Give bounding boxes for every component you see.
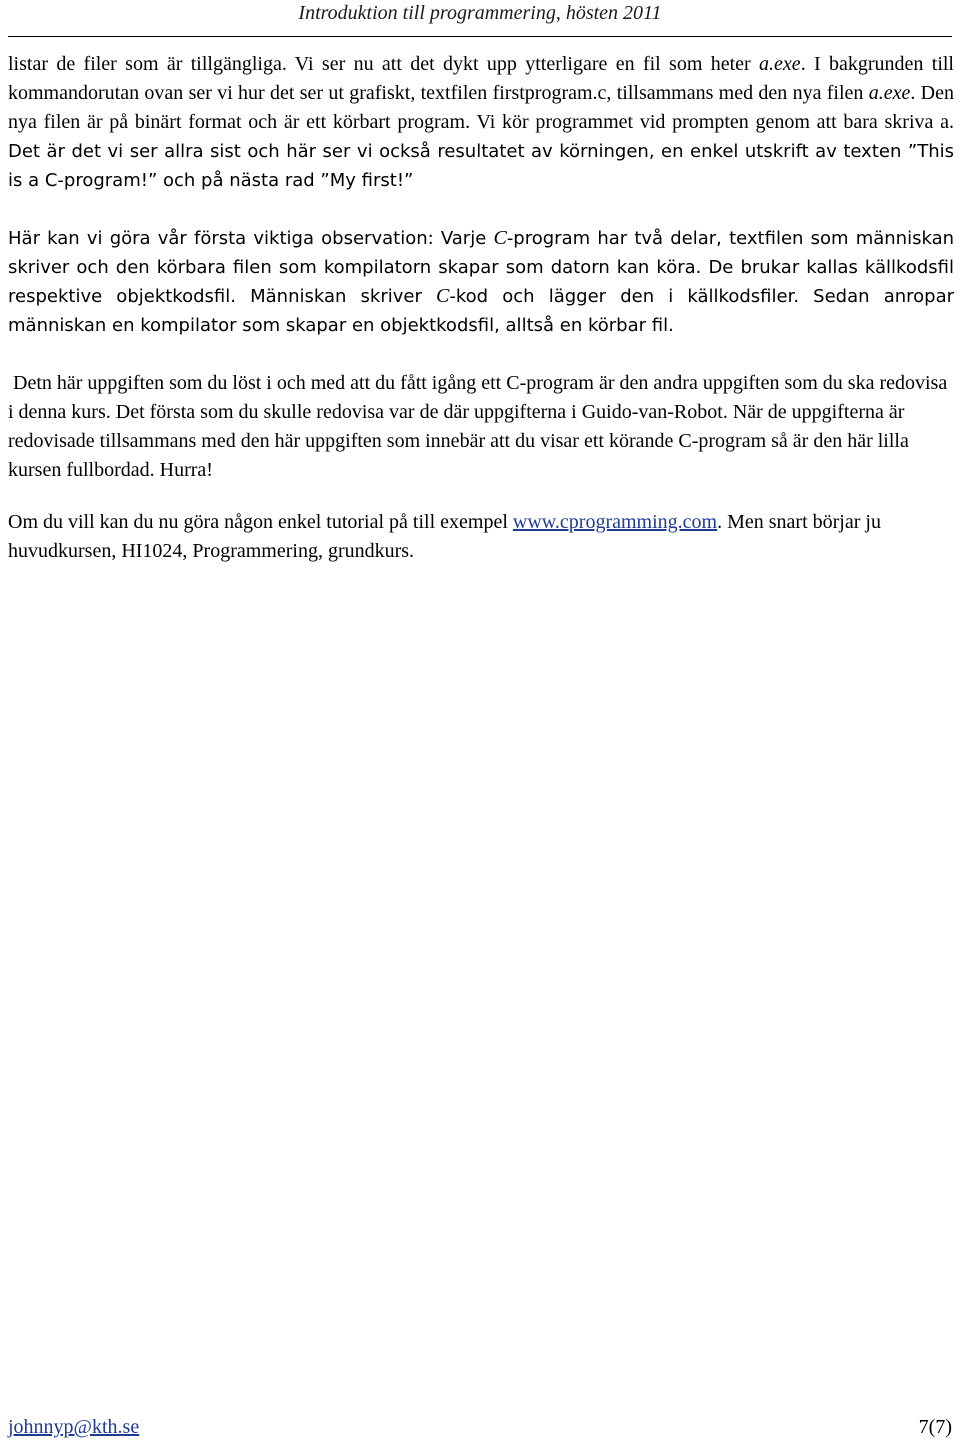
- page-header: [0, 0, 960, 26]
- paragraph-2: [8, 224, 954, 340]
- p4-text-2: . Men snart börjar ju huvudkursen, HI1024, Programmering, grundkurs.: [8, 511, 881, 562]
- document-title: Introduktion till programmering, hösten 2011: [298, 2, 662, 24]
- document-body: [8, 50, 954, 566]
- page-number: 7(7): [918, 1416, 952, 1438]
- header-divider: [8, 36, 952, 37]
- p2-c-2: C: [436, 285, 450, 307]
- paragraph-1: [8, 50, 954, 195]
- paragraph-4: [8, 508, 954, 566]
- p3-text: Detn här uppgiften som du löst i och med att du fått igång ett C-program är den andra uppgiften som du ska redovisa i denna kurs. Det första som du skulle redovisa var de där uppgifterna i Guido-van-Robot. När de uppgifterna är redovisade tillsammans med den här uppgiften som innebär att du visar ett körande C-program så är den här lilla kursen fullbordad. Hurra!: [8, 372, 953, 481]
- p2-text-1: Här kan vi göra vår första viktiga observation: Varje: [8, 228, 494, 249]
- p1-filename-1: a.exe: [759, 53, 801, 75]
- p1-filename-2: a.exe: [868, 82, 911, 104]
- cprogramming-link[interactable]: www.cprogramming.com: [512, 511, 718, 533]
- p1-text-4: Det är det vi ser allra sist och här ser vi också resultatet av körningen, en enkel utskrift av texten ”This is a C-program!” och på nästa rad ”My first!”: [8, 141, 954, 191]
- p1-text-1: listar de filer som är tillgängliga. Vi ser nu att det dykt upp ytterligare en fil som heter: [8, 53, 760, 75]
- p1-text-2: . I bakgrunden till kommandorutan ovan ser vi hur det ser ut grafiskt, textfilen firstprogram.c, tillsammans med den nya filen: [8, 53, 954, 104]
- email-link[interactable]: johnnyp@kth.se: [8, 1416, 140, 1438]
- p2-text-3: -kod och lägger den i källkodsfiler. Sedan anropar människan en kompilator som skapar en objektkodsfil, alltså en körbar fil.: [8, 286, 955, 336]
- p2-c-1: C: [493, 227, 507, 249]
- footer-email[interactable]: [8, 1414, 139, 1440]
- p4-text-1: Om du vill kan du nu göra någon enkel tutorial på till exempel: [8, 511, 513, 533]
- p1-text-3: . Den nya filen är på binärt format och är ett körbart program. Vi kör programmet vid prompten genom att bara skriva a.: [8, 82, 954, 133]
- paragraph-3: [8, 369, 954, 485]
- p2-text-2: -program har två delar, textfilen som människan skriver och den körbara filen som kompilatorn skapar som datorn kan köra. De brukar kallas källkodsfil respektive objektkodsfil. Människan skriver: [8, 228, 955, 307]
